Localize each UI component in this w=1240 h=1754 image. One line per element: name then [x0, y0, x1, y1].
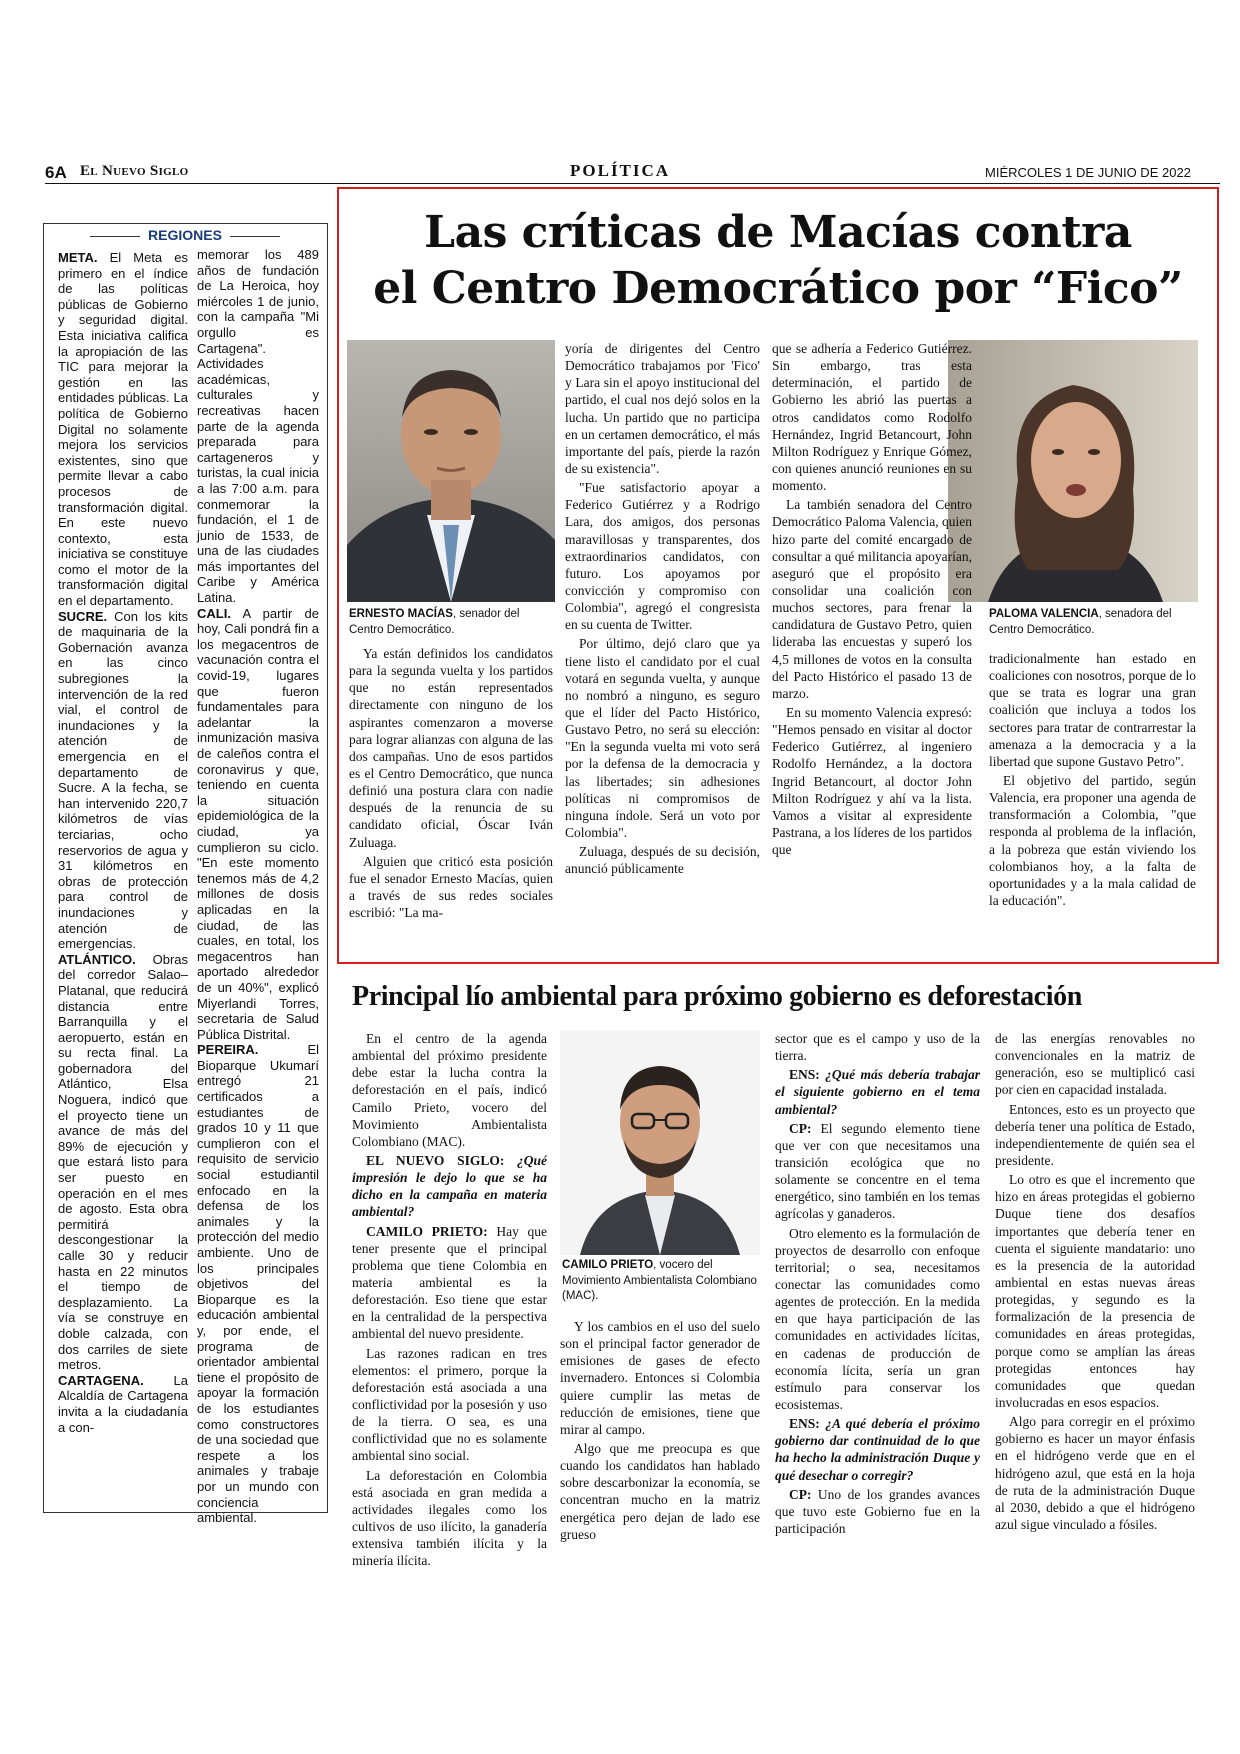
region-paragraph — [197, 247, 319, 606]
region-text: El Meta es primero en el índice de las políticas públicas de Gobierno y seguridad digital. Esta iniciativa califica la apropiación de las TIC para mejorar la gestión en las entidades públicas. La política de Gobierno Digital no solamente mejora los servicios existentes, sino que permite llevar a cabo procesos de transformación digital. En este nuevo contexto, esta iniciativa se constituye como el motor de la transformación digital en el departamento. — [58, 250, 188, 609]
caption-text: , senador del Centro Democrático. — [349, 608, 520, 636]
region-name: SUCRE. — [58, 608, 108, 624]
article-paragraph: Zuluaga, después de su decisión, anunció públicamente — [565, 844, 760, 877]
paragraph-text: Algo que me preocupa es que cuando los candidatos han hablado sobre descarbonizar la economía, se concentran mucho en la matriz energética pero dejan de lado ese grueso — [560, 1440, 760, 1542]
article-paragraph: El objetivo del partido, según Valencia, era proponer una agenda de transformación a Colombia, "que responda al problema de la inflación, a la pobreza que están viviendo los colombianos hoy, a la falta de oportunidades y a la mala calidad de la educación". — [989, 772, 1196, 908]
region-paragraph — [197, 1042, 319, 1525]
region-name: ATLÁNTICO. — [58, 951, 136, 967]
article-paragraph: yoría de dirigentes del Centro Democrático trabajamos por 'Fico' y Lara sin el apoyo institucional del partido, el cual nos dejó solos en la lucha. Un partido que no participa en un certamen democrático, el más importante del país, pierde la razón de su existencia". — [565, 341, 760, 476]
feature-headline-line1: Las críticas de Macías contra — [424, 207, 1132, 258]
paragraph-text: sector que es el campo y uso de la tierra. — [775, 1031, 980, 1064]
portrait-man-image — [347, 340, 555, 602]
speaker-label: ENS: — [789, 1067, 820, 1083]
feature-headline-line2: el Centro Democrático por “Fico” — [373, 263, 1183, 314]
page-number: 6A — [45, 163, 67, 182]
article-paragraph — [352, 1467, 547, 1570]
article-paragraph: tradicionalmente han estado en coaliciones con nosotros, porque de lo que se trata es lograr una gran coalición que incluya a todos los sectores para tratar de contrarrestar la amenaza a la democracia y a la libertad que supone Gustavo Petro". — [989, 651, 1196, 769]
caption-ernesto-macias — [349, 607, 549, 638]
article-paragraph — [995, 1413, 1195, 1533]
caption-name: CAMILO PRIETO — [562, 1259, 654, 1271]
paragraph-text: En el centro de la agenda ambiental del próximo presidente debe estar la lucha contra la deforestación en el país, indicó Camilo Prieto, vocero del Movimiento Ambientalista Colombiano (MAC). — [352, 1031, 547, 1149]
caption-camilo-prieto — [562, 1258, 762, 1305]
speaker-label: ENS: — [789, 1416, 820, 1432]
region-paragraph — [58, 250, 188, 609]
speaker-label: CP: — [789, 1486, 812, 1502]
portrait-man-glasses-image — [560, 1030, 760, 1255]
article-paragraph — [995, 1030, 1195, 1099]
feature-column-4 — [989, 650, 1196, 945]
second-headline: Principal lío ambiental para próximo gobierno es deforestación — [352, 981, 1082, 1012]
region-paragraph — [58, 609, 188, 952]
portrait-woman-image — [948, 340, 1198, 602]
article-paragraph — [995, 1171, 1195, 1411]
paragraph-text: ¿Qué más debería trabajar el siguiente gobierno en el tema ambiental? — [775, 1067, 980, 1117]
issue-date: MIÉRCOLES 1 DE JUNIO DE 2022 — [985, 165, 1191, 180]
article-paragraph: Alguien que criticó esta posición fue el senador Ernesto Macías, quien a través de sus redes sociales escribió: "La ma- — [349, 853, 553, 921]
paragraph-text: ¿Qué impresión le dejo lo que se ha dicho en la campaña en materia ambiental? — [352, 1152, 548, 1220]
region-paragraph — [58, 1373, 188, 1435]
interview-question — [775, 1415, 980, 1484]
region-paragraph — [197, 606, 319, 1043]
paragraph-text: Algo para corregir en el próximo gobierno es hacer un mayor énfasis en el hidrógeno verde que en el hidrógeno azul, que está en la hoja de ruta de la administración Duque al 2030, debido a que el hidrógeno azul sigue vinculado a fósiles. — [995, 1414, 1195, 1532]
paragraph-text: La deforestación en Colombia está asociada en gran medida a actividades ilegales como los cultivos de uso ilícito, la ganadería extensiva también ilícita y la minería ilícita. — [352, 1467, 547, 1569]
article-paragraph — [995, 1101, 1195, 1170]
newspaper-logo: El Nuevo Siglo — [80, 163, 189, 179]
region-text: memorar los 489 años de fundación de La Heroica, hoy miércoles 1 de junio, con la campaña "Mi orgullo es Cartagena". Actividades académicas, culturales y recreativas hacen parte de la agenda preparada para cartageneros y turistas, la cual inicia a las 7:00 a.m. para conmemorar la fundación, el 1 de junio de 1533, de una de las ciudades más importantes del Caribe y América Latina. — [197, 247, 319, 606]
paragraph-text: ¿A qué debería el próximo gobierno dar continuidad de lo que ha hecho la administración Duque y qué desechar o corregir? — [775, 1416, 980, 1483]
region-text: El Bioparque Ukumarí entregó 21 certificados a estudiantes de grados 10 y 11 que cumplieron con el requisito de servicio social estudiantil enfocado en la defensa de los animales y la protección del medio ambiente. Uno de los principales objetivos del Bioparque es la educación ambiental y, por ende, el programa de orientador ambiental tiene el propósito de apoyar la formación de los estudiantes como constructores de una sociedad que respete a los animales y trabaje por un mundo con conciencia ambiental. — [197, 1042, 319, 1526]
article-paragraph: Ya están definidos los candidatos para la segunda vuelta y los partidos que no están representados directamente con ninguno de los aspirantes comenzaron a moverse para lograr alianzas con alguna de las dos campañas. Uno de esos partidos es el Centro Democrático, que nunca definió una postura clara con nadie después de la renuncia de su candidato oficial, Óscar Iván Zuluaga. — [349, 646, 553, 850]
speaker-label: EL NUEVO SIGLO: — [366, 1152, 505, 1168]
region-text: La Alcaldía de Cartagena invita a la ciudadanía a con- — [58, 1372, 188, 1435]
region-name: META. — [58, 250, 98, 265]
paragraph-text: Y los cambios en el uso del suelo son el principal factor generador de emisiones de gases de efecto invernadero. Entonces si Colombia quiere cumplir las metas de reducción de emisiones, tiene que mirar al campo. — [560, 1319, 760, 1437]
second-column-3 — [775, 1030, 980, 1575]
paragraph-text: Otro elemento es la formulación de proyectos de desarrollo con enfoque territorial; o sea, necesitamos conectar las comunidades como agentes de protección. En la medida en que haya participación de las comunidades en actividades lícitas, en cadenas de producción de economía lícita, sería un gran estímulo para conservar los ecosistemas. — [775, 1225, 980, 1412]
article-paragraph — [352, 1030, 547, 1150]
speaker-label: CAMILO PRIETO: — [366, 1223, 488, 1239]
paragraph-text: Las razones radican en tres elementos: el primero, porque la deforestación está asociada a una conflictividad por la posesión y uso de la tierra. O sea, es una conflictividad que no es solamente ambiental sino social. — [352, 1345, 547, 1464]
article-paragraph: En su momento Valencia expresó: "Hemos pensado en visitar al doctor Federico Gutiérrez, al ingeniero Rodolfo Hernández, a la doctora Ingrid Betancourt, al doctor John Milton Rodríguez y ahí va la lista. Vamos a visitar al expresidente Pastrana, a los líderes de los partidos que — [772, 704, 972, 858]
article-paragraph: "Fue satisfactorio apoyar a Federico Gutiérrez y a Rodrigo Lara, dos amigos, dos personas maravillosas y transparentes, dos extraordinarios candidatos, con futuro. Los apoyamos por convicción y compromiso con Colombia", agregó el congresista en su cuenta de Twitter. — [565, 480, 760, 633]
interview-answer — [775, 1120, 980, 1223]
region-text: A partir de hoy, Cali pondrá fin a los megacentros de vacunación contra el covid-19, lugares que fueron fundamentales para adelantar la inmunización masiva de caleños contra el coronavirus y que, teniendo en cuenta la situación epidemiológica de la ciudad, ya cumplieron su ciclo. "En este momento tenemos más de 4,2 millones de dosis aplicadas en la ciudad, de las cuales, en total, los megacentros han aportado alrededor de un 40%", explicó Miyerlandi Torres, secretaria de Salud Pública Distrital. — [197, 605, 319, 1042]
interview-answer — [352, 1223, 547, 1343]
photo-camilo-prieto — [560, 1030, 760, 1255]
region-paragraph — [58, 952, 188, 1373]
article-paragraph — [560, 1318, 760, 1438]
paragraph-text: Lo otro es que el incremento que hizo en áreas protegidas el gobierno Duque tiene dos desafíos importantes que debería tener en cuenta el siguiente mandatario: uno es la presencia de la autoridad ambiental en estas nuevas áreas protegidas, y segundo es la formalización de la presencia de comunidades en áreas protegidas, porque como se amplían las áreas protegidas entonces hay comunidades que quedan involucradas en esos espacios. — [995, 1172, 1195, 1410]
article-paragraph — [775, 1225, 980, 1414]
second-column-2 — [560, 1318, 760, 1568]
article-paragraph: Por último, dejó claro que ya tiene listo el candidato por el cual votará en segunda vuelta, y aunque no nombró a ninguno, es seguro que el líder del Pacto Histórico, Gustavo Petro, no será su elección: "En la segunda vuelta mi voto será por la defensa de la democracia y las libertades; sin adhesiones políticas ni compromisos de ninguna índole. Será un voto por Colombia". — [565, 636, 760, 840]
interview-answer — [775, 1486, 980, 1537]
interview-question — [775, 1066, 980, 1117]
second-column-4 — [995, 1030, 1195, 1575]
speaker-label: CP: — [789, 1120, 812, 1136]
regiones-column-1 — [58, 250, 188, 1505]
caption-name: ERNESTO MACÍAS — [349, 608, 453, 620]
region-text: Obras del corredor Salao–Platanal, que reducirá distancia entre Barranquilla y el aeropuerto, están en su recta final. La gobernadora del Atlántico, Elsa Noguera, indicó que el proyecto tiene un avance de más del 89% de ejecución y que estará listo para ser puesto en operación en el mes de agosto. Esta obra permitirá descongestionar la calle 30 y reducir hasta en 22 minutos el tiempo de desplazamiento. La vía se construye en doble calzada, con dos carriles de siete metros. — [58, 951, 188, 1373]
region-name: PEREIRA. — [197, 1042, 259, 1058]
photo-ernesto-macias — [347, 340, 555, 602]
paragraph-text: Entonces, esto es un proyecto que debería tener una política de Estado, independientemente de quién sea el presidente. — [995, 1101, 1195, 1168]
caption-paloma-valencia — [989, 607, 1199, 638]
interview-question — [352, 1152, 547, 1221]
article-paragraph — [775, 1030, 980, 1064]
article-paragraph: que se adhería a Federico Gutiérrez. Sin embargo, tras esta determinación, el partido de Gobierno les abrió las puertas a otros candidatos como Rodolfo Hernández, Ingrid Betancourt, John Milton Rodríguez y Enrique Gómez, con quienes anunció reuniones en su momento. — [772, 341, 972, 494]
article-paragraph: La también senadora del Centro Democrático Paloma Valencia, quien hizo parte del comité encargado de consultar a qué militancia apoyarían, aseguró que el propósito era consolidar una coalición con muchos sectores, para frenar la candidatura de Gustavo Petro, quien lideraba las encuestas y superó los 4,5 millones de votos en la consulta del Pacto Histórico el pasado 13 de marzo. — [772, 497, 972, 701]
paragraph-text: Hay que tener presente que el principal problema que tiene Colombia en materia ambiental es la deforestación. Eso tiene que estar en la centralidad de la perspectiva ambiental del nuevo presidente. — [352, 1223, 548, 1342]
caption-text: , senadora del Centro Democrático. — [989, 608, 1172, 636]
header-rule — [45, 183, 1220, 184]
region-name: CARTAGENA. — [58, 1372, 144, 1388]
regiones-title-text: REGIONES — [148, 227, 222, 243]
second-column-1 — [352, 1030, 548, 1569]
article-paragraph — [560, 1440, 760, 1543]
caption-name: PALOMA VALENCIA — [989, 608, 1099, 620]
paragraph-text: El segundo elemento tiene que ver con que necesitamos una transición ecológica que no solamente se concentre en el tema energético, sino también en los temas agrícolas y ganaderos. — [775, 1120, 980, 1222]
feature-column-1 — [349, 645, 553, 945]
feature-headline — [340, 205, 1216, 317]
article-paragraph — [352, 1345, 547, 1465]
feature-column-3 — [772, 340, 972, 945]
photo-paloma-valencia — [948, 340, 1198, 602]
regiones-title — [60, 227, 310, 243]
paragraph-text: de las energías renovables no convencionales en la matriz de generación, eso se multiplicó casi por cien en capacidad instalada. — [995, 1031, 1195, 1098]
region-text: Con los kits de maquinaria de la Gobernación avanza en las cinco subregiones la intervención de la red vial, el control de inundaciones y la atención de emergencia en el departamento de Sucre. A la fecha, se han intervenido 220,7 kilómetros de vías terciarias, ocho reservorios de agua y 31 kilómetros en obras de protección para control de inundaciones y atención de emergencias. — [58, 608, 188, 952]
paragraph-text: Uno de los grandes avances que tuvo este Gobierno fue en la participación — [775, 1486, 980, 1536]
regiones-column-2 — [197, 247, 319, 1526]
section-title: POLÍTICA — [570, 161, 671, 180]
feature-column-2 — [565, 340, 760, 945]
caption-text: , vocero del Movimiento Ambientalista Colombiano (MAC). — [562, 1259, 757, 1303]
region-name: CALI. — [197, 605, 231, 621]
